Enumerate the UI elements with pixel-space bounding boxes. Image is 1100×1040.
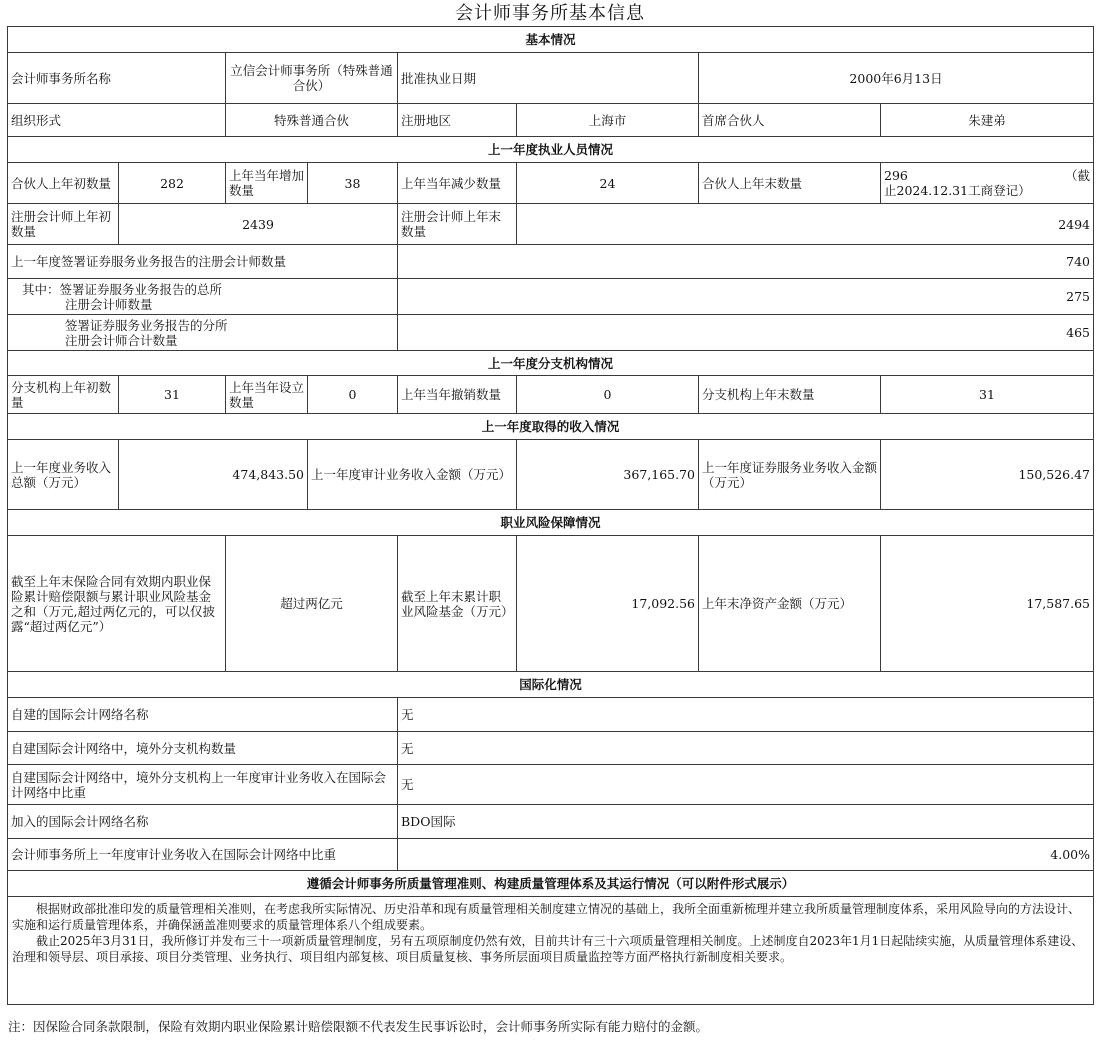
insurance-label: 截至上年末保险合同有效期内职业保险累计赔偿限额与累计职业风险基金之和（万元,超过两亿元的，可以仅披露“超过两亿元”） [8, 536, 226, 672]
quality-para-1: 根据财政部批准印发的质量管理相关准则，在考虑我所实际情况、历史沿革和现有质量管理相关制度建立情况的基础上，我所全面重新梳理并建立我所质量管理制度体系，采用风险导向的方法设计、实施和运行质量管理体系，并确保涵盖准则要求的质量管理体系八个组成要素。 [12, 902, 1081, 932]
quality-para-2: 截止2025年3月31日，我所修订并发布三十一项新质量管理制度，另有五项原制度仍然有效，目前共计有三十六项质量管理相关制度。上述制度自2023年1月1日起陆续实施，从质量管理体系建设、治理和领导层、项目承接、项目分类管理、业务执行、项目组内部复核、项目质量复核、事务所层面项目质量监控等方面严格执行新制度相关要求。 [12, 934, 1084, 964]
approval-date-label: 批准执业日期 [398, 53, 699, 104]
cpa-begin-label: 注册会计师上年初数量 [8, 204, 119, 245]
branch-end-label: 分支机构上年末数量 [699, 376, 881, 414]
partners-end [881, 163, 1094, 204]
partners-begin-label: 合伙人上年初数量 [8, 163, 119, 204]
reg-area-label: 注册地区 [398, 104, 517, 137]
signing-label: 上一年度签署证券服务业务报告的注册会计师数量 [8, 245, 398, 279]
section-risk: 职业风险保障情况 [8, 510, 1094, 536]
branch-cpa-label-line2: 注册会计师合计数量 [65, 332, 178, 348]
org-form: 特殊普通合伙 [226, 104, 398, 137]
reduced: 24 [517, 163, 699, 204]
section-quality: 遵循会计师事务所质量管理准则、构建质量管理体系及其运行情况（可以附件形式展示） [8, 871, 1094, 897]
head-office-label-line1: 其中：签署证券服务业务报告的总所 [22, 281, 223, 297]
overseas-income-label: 自建国际会计网络中，境外分支机构上一年度审计业务收入在国际会计网络中比重 [8, 765, 398, 805]
network-share: 4.00% [398, 839, 1094, 871]
page-title: 会计师事务所基本信息 [455, 3, 645, 24]
reg-area: 上海市 [517, 104, 699, 137]
cpa-end: 2494 [517, 204, 1094, 245]
firm-name-label: 会计师事务所名称 [8, 53, 226, 104]
cpa-end-label: 注册会计师上年末数量 [398, 204, 517, 245]
income-total-label: 上一年度业务收入总额（万元） [8, 440, 119, 510]
joined-network: BDO国际 [398, 805, 1094, 839]
income-total: 474,843.50 [119, 440, 308, 510]
income-securities: 150,526.47 [881, 440, 1094, 510]
network-share-label: 会计师事务所上一年度审计业务收入在国际会计网络中比重 [8, 839, 398, 871]
partners-end-note-b: 止2024.12.31工商登记） [884, 183, 1031, 198]
approval-date: 2000年6月13日 [699, 53, 1094, 104]
branch-cpa: 465 [398, 315, 1094, 351]
partners-end-value: 296 [884, 168, 908, 183]
info-table [7, 26, 1094, 1005]
net-assets: 17,587.65 [881, 536, 1094, 672]
branch-end: 31 [881, 376, 1094, 414]
overseas-branches: 无 [398, 732, 1094, 765]
added-label: 上年当年增加数量 [226, 163, 308, 204]
section-basic: 基本情况 [8, 27, 1094, 53]
firm-name: 立信会计师事务所（特殊普通合伙） [226, 53, 398, 104]
branch-cpa-label-line1: 签署证券服务业务报告的分所 [65, 317, 228, 333]
section-income: 上一年度取得的收入情况 [8, 414, 1094, 440]
joined-network-label: 加入的国际会计网络名称 [8, 805, 398, 839]
branch-established: 0 [308, 376, 398, 414]
income-securities-label: 上一年度证券服务业务收入金额（万元） [699, 440, 881, 510]
branch-established-label: 上年当年设立数量 [226, 376, 308, 414]
cpa-begin: 2439 [119, 204, 398, 245]
added: 38 [308, 163, 398, 204]
branch-revoked: 0 [517, 376, 699, 414]
partners-end-label: 合伙人上年末数量 [699, 163, 881, 204]
own-network-label: 自建的国际会计网络名称 [8, 698, 398, 732]
income-audit: 367,165.70 [517, 440, 699, 510]
risk-fund-label: 截至上年末累计职业风险基金（万元） [398, 536, 517, 672]
risk-fund: 17,092.56 [517, 536, 699, 672]
section-staff: 上一年度执业人员情况 [8, 137, 1094, 163]
reduced-label: 上年当年减少数量 [398, 163, 517, 204]
head-office-label-line2: 注册会计师数量 [65, 296, 153, 312]
branch-revoked-label: 上年当年撤销数量 [398, 376, 517, 414]
head-office-label [8, 279, 398, 315]
footnote: 注：因保险合同条款限制，保险有效期内职业保险累计赔偿限额不代表发生民事诉讼时，会计师事务所实际有能力赔付的金额。 [8, 1019, 709, 1034]
overseas-branches-label: 自建国际会计网络中，境外分支机构数量 [8, 732, 398, 765]
own-network: 无 [398, 698, 1094, 732]
insurance: 超过两亿元 [226, 536, 398, 672]
head-office: 275 [398, 279, 1094, 315]
org-form-label: 组织形式 [8, 104, 226, 137]
chief-partner: 朱建弟 [881, 104, 1094, 137]
signing: 740 [398, 245, 1094, 279]
branch-begin: 31 [119, 376, 226, 414]
chief-partner-label: 首席合伙人 [699, 104, 881, 137]
section-intl: 国际化情况 [8, 672, 1094, 698]
partners-begin: 282 [119, 163, 226, 204]
quality-text [8, 897, 1094, 1005]
partners-end-note-a: （截 [1065, 168, 1091, 183]
branch-cpa-label [8, 315, 398, 351]
net-assets-label: 上年末净资产金额（万元） [699, 536, 881, 672]
income-audit-label: 上一年度审计业务收入金额（万元） [308, 440, 517, 510]
branch-begin-label: 分支机构上年初数量 [8, 376, 119, 414]
overseas-income: 无 [398, 765, 1094, 805]
section-branch: 上一年度分支机构情况 [8, 351, 1094, 376]
